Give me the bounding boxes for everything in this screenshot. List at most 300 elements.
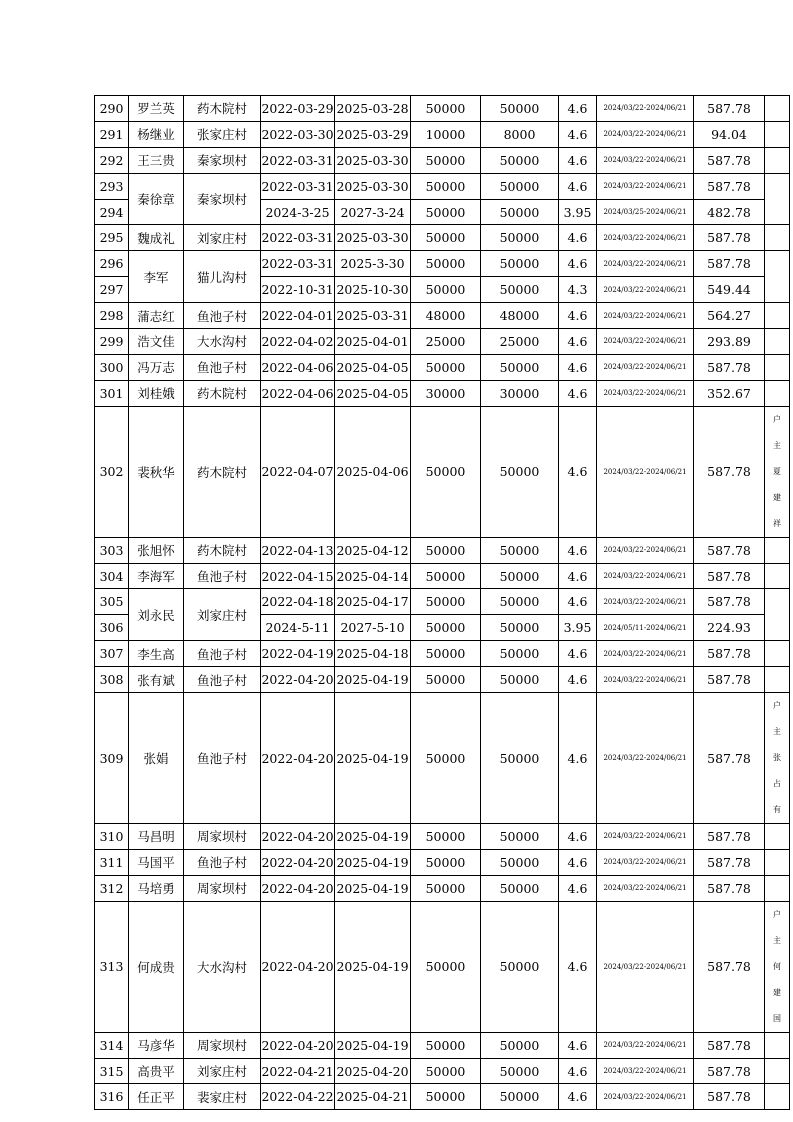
cell-loan-balance: 50000: [481, 199, 559, 225]
cell-interest-amount: 587.78: [694, 589, 765, 615]
cell-loan-amount: 50000: [411, 901, 481, 1032]
cell-interest-amount: 587.78: [694, 1084, 765, 1110]
cell-village: 鱼池子村: [184, 849, 261, 875]
cell-loan-amount: 50000: [411, 875, 481, 901]
cell-row-number: 313: [95, 901, 129, 1032]
cell-interest-rate: 3.95: [559, 199, 597, 225]
cell-loan-amount: 50000: [411, 1058, 481, 1084]
cell-loan-end-date: 2025-04-19: [335, 901, 411, 1032]
cell-loan-amount: 50000: [411, 1032, 481, 1058]
cell-loan-balance: 48000: [481, 303, 559, 329]
cell-interest-period: 2024/03/22-2024/06/21: [597, 875, 694, 901]
table-row: [95, 1084, 790, 1110]
cell-village: 鱼池子村: [184, 563, 261, 589]
cell-borrower-name: 蒲志红: [129, 303, 184, 329]
cell-remark: [765, 225, 790, 251]
cell-remark: [765, 173, 790, 225]
cell-loan-start-date: 2022-04-18: [261, 589, 335, 615]
table-row: [95, 96, 790, 122]
table-row: [95, 901, 790, 1032]
cell-loan-start-date: 2022-10-31: [261, 277, 335, 303]
cell-loan-end-date: 2025-04-20: [335, 1058, 411, 1084]
table-row: [95, 667, 790, 693]
cell-row-number: 312: [95, 875, 129, 901]
cell-loan-amount: 48000: [411, 303, 481, 329]
cell-interest-rate: 4.6: [559, 225, 597, 251]
cell-borrower-name: 马培勇: [129, 875, 184, 901]
cell-interest-amount: 549.44: [694, 277, 765, 303]
cell-village: 猫儿沟村: [184, 251, 261, 303]
cell-interest-rate: 3.95: [559, 615, 597, 641]
cell-loan-end-date: 2025-10-30: [335, 277, 411, 303]
cell-loan-balance: 50000: [481, 849, 559, 875]
cell-remark: [765, 875, 790, 901]
cell-interest-amount: 587.78: [694, 641, 765, 667]
cell-borrower-name: 王三贵: [129, 147, 184, 173]
cell-village: 鱼池子村: [184, 693, 261, 824]
cell-interest-rate: 4.6: [559, 251, 597, 277]
cell-village: 大水沟村: [184, 329, 261, 355]
cell-interest-rate: 4.6: [559, 380, 597, 406]
cell-row-number: 296: [95, 251, 129, 277]
cell-loan-start-date: 2022-04-20: [261, 901, 335, 1032]
cell-borrower-name: 冯万志: [129, 354, 184, 380]
cell-interest-period: 2024/03/22-2024/06/21: [597, 329, 694, 355]
cell-interest-rate: 4.6: [559, 329, 597, 355]
cell-loan-balance: 8000: [481, 121, 559, 147]
cell-loan-end-date: 2025-04-18: [335, 641, 411, 667]
cell-borrower-name: 浩文佳: [129, 329, 184, 355]
cell-loan-amount: 50000: [411, 406, 481, 537]
cell-interest-period: 2024/03/22-2024/06/21: [597, 589, 694, 615]
table-row: [95, 693, 790, 824]
cell-loan-balance: 50000: [481, 354, 559, 380]
cell-loan-amount: 50000: [411, 641, 481, 667]
cell-loan-balance: 50000: [481, 406, 559, 537]
cell-loan-start-date: 2022-03-31: [261, 147, 335, 173]
table-row: [95, 121, 790, 147]
cell-loan-balance: 50000: [481, 875, 559, 901]
table-row: [95, 589, 790, 615]
cell-village: 周家坝村: [184, 1032, 261, 1058]
cell-loan-balance: 50000: [481, 824, 559, 850]
cell-interest-amount: 587.78: [694, 1058, 765, 1084]
cell-loan-balance: 50000: [481, 277, 559, 303]
cell-interest-period: 2024/03/22-2024/06/21: [597, 693, 694, 824]
cell-loan-amount: 10000: [411, 121, 481, 147]
cell-row-number: 303: [95, 537, 129, 563]
cell-remark: [765, 251, 790, 303]
cell-interest-period: 2024/03/22-2024/06/21: [597, 849, 694, 875]
table-row: [95, 824, 790, 850]
cell-loan-end-date: 2025-03-28: [335, 96, 411, 122]
cell-interest-period: 2024/05/11-2024/06/21: [597, 615, 694, 641]
cell-interest-period: 2024/03/22-2024/06/21: [597, 173, 694, 199]
cell-loan-amount: 30000: [411, 380, 481, 406]
cell-interest-amount: 587.78: [694, 693, 765, 824]
cell-interest-rate: 4.6: [559, 147, 597, 173]
cell-interest-period: 2024/03/22-2024/06/21: [597, 1084, 694, 1110]
cell-loan-start-date: 2022-04-20: [261, 875, 335, 901]
cell-village: 药木院村: [184, 96, 261, 122]
cell-loan-start-date: 2024-3-25: [261, 199, 335, 225]
cell-village: 鱼池子村: [184, 641, 261, 667]
table-row: [95, 147, 790, 173]
table-row: [95, 329, 790, 355]
table-row: [95, 1032, 790, 1058]
table-row: [95, 1058, 790, 1084]
cell-interest-period: 2024/03/22-2024/06/21: [597, 901, 694, 1032]
cell-loan-amount: 50000: [411, 615, 481, 641]
cell-row-number: 295: [95, 225, 129, 251]
cell-loan-end-date: 2025-04-06: [335, 406, 411, 537]
cell-interest-rate: 4.6: [559, 667, 597, 693]
cell-borrower-name: 罗兰英: [129, 96, 184, 122]
cell-remark: 户主何建国: [765, 901, 790, 1032]
cell-row-number: 291: [95, 121, 129, 147]
cell-row-number: 294: [95, 199, 129, 225]
cell-loan-balance: 50000: [481, 225, 559, 251]
cell-interest-amount: 587.78: [694, 901, 765, 1032]
cell-interest-rate: 4.6: [559, 354, 597, 380]
cell-interest-amount: 587.78: [694, 667, 765, 693]
cell-borrower-name: 张旭怀: [129, 537, 184, 563]
cell-interest-period: 2024/03/22-2024/06/21: [597, 563, 694, 589]
cell-loan-end-date: 2025-04-19: [335, 693, 411, 824]
cell-loan-balance: 50000: [481, 901, 559, 1032]
cell-interest-rate: 4.6: [559, 589, 597, 615]
cell-interest-rate: 4.6: [559, 849, 597, 875]
cell-row-number: 307: [95, 641, 129, 667]
cell-loan-end-date: 2025-03-30: [335, 147, 411, 173]
cell-loan-balance: 30000: [481, 380, 559, 406]
cell-interest-amount: 587.78: [694, 824, 765, 850]
cell-interest-rate: 4.6: [559, 901, 597, 1032]
cell-loan-balance: 50000: [481, 667, 559, 693]
cell-loan-start-date: 2022-04-21: [261, 1058, 335, 1084]
cell-interest-period: 2024/03/22-2024/06/21: [597, 380, 694, 406]
cell-loan-amount: 50000: [411, 849, 481, 875]
cell-village: 鱼池子村: [184, 354, 261, 380]
cell-loan-balance: 50000: [481, 147, 559, 173]
cell-borrower-name: 马国平: [129, 849, 184, 875]
cell-interest-period: 2024/03/22-2024/06/21: [597, 667, 694, 693]
cell-remark: [765, 329, 790, 355]
cell-village: 药木院村: [184, 380, 261, 406]
cell-interest-amount: 587.78: [694, 251, 765, 277]
cell-loan-start-date: 2022-04-13: [261, 537, 335, 563]
cell-loan-balance: 50000: [481, 615, 559, 641]
cell-loan-amount: 50000: [411, 354, 481, 380]
cell-loan-amount: 50000: [411, 693, 481, 824]
cell-loan-start-date: 2022-03-31: [261, 173, 335, 199]
cell-loan-amount: 50000: [411, 225, 481, 251]
cell-row-number: 315: [95, 1058, 129, 1084]
cell-loan-start-date: 2022-04-06: [261, 354, 335, 380]
cell-borrower-name: 张有斌: [129, 667, 184, 693]
cell-interest-period: 2024/03/22-2024/06/21: [597, 303, 694, 329]
cell-loan-start-date: 2022-04-20: [261, 1032, 335, 1058]
cell-loan-end-date: 2025-04-14: [335, 563, 411, 589]
cell-loan-balance: 50000: [481, 251, 559, 277]
cell-loan-end-date: 2027-5-10: [335, 615, 411, 641]
cell-loan-amount: 50000: [411, 147, 481, 173]
cell-interest-period: 2024/03/22-2024/06/21: [597, 96, 694, 122]
cell-loan-amount: 50000: [411, 199, 481, 225]
cell-row-number: 310: [95, 824, 129, 850]
cell-borrower-name: 马彦华: [129, 1032, 184, 1058]
cell-remark: [765, 121, 790, 147]
cell-loan-amount: 50000: [411, 173, 481, 199]
cell-interest-amount: 587.78: [694, 354, 765, 380]
cell-interest-period: 2024/03/22-2024/06/21: [597, 641, 694, 667]
cell-interest-rate: 4.6: [559, 563, 597, 589]
cell-village: 裴家庄村: [184, 1084, 261, 1110]
cell-interest-amount: 587.78: [694, 875, 765, 901]
cell-borrower-name: 李海军: [129, 563, 184, 589]
cell-loan-amount: 50000: [411, 277, 481, 303]
cell-row-number: 305: [95, 589, 129, 615]
cell-interest-amount: 293.89: [694, 329, 765, 355]
cell-interest-amount: 352.67: [694, 380, 765, 406]
table-row: [95, 406, 790, 537]
cell-loan-start-date: 2022-04-07: [261, 406, 335, 537]
cell-interest-amount: 587.78: [694, 406, 765, 537]
cell-loan-end-date: 2025-03-29: [335, 121, 411, 147]
cell-village: 大水沟村: [184, 901, 261, 1032]
cell-row-number: 301: [95, 380, 129, 406]
cell-loan-balance: 50000: [481, 173, 559, 199]
cell-borrower-name: 高贵平: [129, 1058, 184, 1084]
cell-village: 药木院村: [184, 537, 261, 563]
cell-loan-end-date: 2025-03-31: [335, 303, 411, 329]
cell-loan-start-date: 2022-04-20: [261, 693, 335, 824]
cell-loan-end-date: 2025-04-05: [335, 380, 411, 406]
cell-interest-rate: 4.6: [559, 875, 597, 901]
cell-remark: [765, 1084, 790, 1110]
cell-village: 秦家坝村: [184, 147, 261, 173]
cell-village: 周家坝村: [184, 875, 261, 901]
cell-loan-amount: 50000: [411, 251, 481, 277]
cell-loan-start-date: 2022-04-02: [261, 329, 335, 355]
cell-remark: [765, 849, 790, 875]
cell-remark: [765, 589, 790, 641]
cell-loan-start-date: 2022-04-20: [261, 667, 335, 693]
cell-borrower-name: 刘永民: [129, 589, 184, 641]
cell-remark: [765, 824, 790, 850]
cell-interest-rate: 4.6: [559, 303, 597, 329]
cell-loan-balance: 50000: [481, 563, 559, 589]
cell-remark: [765, 380, 790, 406]
table-row: [95, 849, 790, 875]
cell-interest-rate: 4.6: [559, 96, 597, 122]
cell-interest-period: 2024/03/22-2024/06/21: [597, 1032, 694, 1058]
cell-loan-balance: 50000: [481, 589, 559, 615]
table-row: [95, 225, 790, 251]
cell-loan-start-date: 2022-04-19: [261, 641, 335, 667]
cell-loan-amount: 50000: [411, 589, 481, 615]
cell-remark: [765, 303, 790, 329]
cell-loan-end-date: 2025-3-30: [335, 251, 411, 277]
cell-interest-period: 2024/03/22-2024/06/21: [597, 251, 694, 277]
cell-interest-rate: 4.6: [559, 121, 597, 147]
cell-borrower-name: 李生高: [129, 641, 184, 667]
cell-borrower-name: 马昌明: [129, 824, 184, 850]
cell-row-number: 292: [95, 147, 129, 173]
cell-loan-amount: 50000: [411, 537, 481, 563]
cell-remark: [765, 1032, 790, 1058]
table-row: [95, 303, 790, 329]
cell-remark: [765, 667, 790, 693]
cell-loan-balance: 50000: [481, 641, 559, 667]
table-row: [95, 641, 790, 667]
cell-borrower-name: 何成贵: [129, 901, 184, 1032]
cell-interest-period: 2024/03/22-2024/06/21: [597, 354, 694, 380]
cell-village: 药木院村: [184, 406, 261, 537]
cell-interest-period: 2024/03/22-2024/06/21: [597, 824, 694, 850]
cell-loan-end-date: 2025-04-19: [335, 1032, 411, 1058]
cell-loan-end-date: 2025-04-19: [335, 667, 411, 693]
cell-interest-rate: 4.6: [559, 1032, 597, 1058]
cell-interest-rate: 4.6: [559, 173, 597, 199]
cell-interest-rate: 4.6: [559, 1058, 597, 1084]
cell-loan-end-date: 2025-04-05: [335, 354, 411, 380]
cell-loan-end-date: 2025-04-19: [335, 875, 411, 901]
cell-loan-end-date: 2025-04-17: [335, 589, 411, 615]
cell-row-number: 298: [95, 303, 129, 329]
cell-loan-amount: 50000: [411, 96, 481, 122]
cell-loan-start-date: 2022-04-22: [261, 1084, 335, 1110]
cell-loan-end-date: 2025-03-30: [335, 173, 411, 199]
cell-row-number: 311: [95, 849, 129, 875]
loan-table: [94, 95, 790, 1110]
cell-interest-period: 2024/03/22-2024/06/21: [597, 406, 694, 537]
cell-loan-amount: 50000: [411, 824, 481, 850]
cell-borrower-name: 刘桂娥: [129, 380, 184, 406]
cell-loan-start-date: 2022-04-15: [261, 563, 335, 589]
cell-borrower-name: 李军: [129, 251, 184, 303]
table-row: [95, 251, 790, 277]
cell-row-number: 290: [95, 96, 129, 122]
cell-interest-period: 2024/03/22-2024/06/21: [597, 121, 694, 147]
cell-row-number: 309: [95, 693, 129, 824]
cell-interest-period: 2024/03/22-2024/06/21: [597, 225, 694, 251]
cell-loan-amount: 25000: [411, 329, 481, 355]
cell-interest-period: 2024/03/22-2024/06/21: [597, 277, 694, 303]
table-row: [95, 354, 790, 380]
cell-loan-balance: 25000: [481, 329, 559, 355]
table-row: [95, 875, 790, 901]
cell-loan-start-date: 2024-5-11: [261, 615, 335, 641]
cell-row-number: 308: [95, 667, 129, 693]
cell-interest-amount: 587.78: [694, 1032, 765, 1058]
cell-interest-amount: 224.93: [694, 615, 765, 641]
cell-interest-rate: 4.3: [559, 277, 597, 303]
cell-borrower-name: 秦徐章: [129, 173, 184, 225]
cell-village: 鱼池子村: [184, 667, 261, 693]
cell-loan-balance: 50000: [481, 1084, 559, 1110]
cell-interest-rate: 4.6: [559, 1084, 597, 1110]
cell-remark: 户主夏建祥: [765, 406, 790, 537]
cell-remark: [765, 147, 790, 173]
cell-row-number: 300: [95, 354, 129, 380]
cell-row-number: 293: [95, 173, 129, 199]
cell-loan-balance: 50000: [481, 537, 559, 563]
cell-remark: [765, 354, 790, 380]
cell-village: 刘家庄村: [184, 589, 261, 641]
cell-village: 刘家庄村: [184, 1058, 261, 1084]
cell-row-number: 314: [95, 1032, 129, 1058]
cell-loan-start-date: 2022-04-20: [261, 849, 335, 875]
cell-loan-start-date: 2022-03-31: [261, 225, 335, 251]
cell-loan-end-date: 2025-04-21: [335, 1084, 411, 1110]
cell-borrower-name: 魏成礼: [129, 225, 184, 251]
cell-borrower-name: 裴秋华: [129, 406, 184, 537]
cell-row-number: 316: [95, 1084, 129, 1110]
cell-row-number: 306: [95, 615, 129, 641]
cell-interest-amount: 587.78: [694, 96, 765, 122]
cell-loan-end-date: 2025-03-30: [335, 225, 411, 251]
cell-loan-start-date: 2022-03-31: [261, 251, 335, 277]
cell-loan-balance: 50000: [481, 1058, 559, 1084]
cell-interest-amount: 587.78: [694, 173, 765, 199]
cell-interest-rate: 4.6: [559, 537, 597, 563]
cell-row-number: 297: [95, 277, 129, 303]
table-row: [95, 537, 790, 563]
cell-loan-amount: 50000: [411, 667, 481, 693]
cell-interest-amount: 482.78: [694, 199, 765, 225]
cell-loan-start-date: 2022-04-01: [261, 303, 335, 329]
cell-interest-amount: 587.78: [694, 537, 765, 563]
cell-interest-amount: 94.04: [694, 121, 765, 147]
cell-remark: [765, 537, 790, 563]
cell-village: 张家庄村: [184, 121, 261, 147]
cell-remark: 户主张占有: [765, 693, 790, 824]
cell-interest-period: 2024/03/22-2024/06/21: [597, 1058, 694, 1084]
cell-row-number: 302: [95, 406, 129, 537]
cell-interest-rate: 4.6: [559, 824, 597, 850]
cell-remark: [765, 96, 790, 122]
cell-loan-balance: 50000: [481, 1032, 559, 1058]
cell-interest-period: 2024/03/22-2024/06/21: [597, 537, 694, 563]
cell-loan-amount: 50000: [411, 1084, 481, 1110]
cell-loan-end-date: 2025-04-01: [335, 329, 411, 355]
cell-borrower-name: 张娟: [129, 693, 184, 824]
loan-table-body: [95, 96, 790, 1110]
cell-interest-rate: 4.6: [559, 693, 597, 824]
cell-village: 刘家庄村: [184, 225, 261, 251]
cell-village: 鱼池子村: [184, 303, 261, 329]
cell-loan-end-date: 2025-04-19: [335, 849, 411, 875]
cell-borrower-name: 杨继业: [129, 121, 184, 147]
cell-loan-start-date: 2022-04-06: [261, 380, 335, 406]
cell-loan-balance: 50000: [481, 693, 559, 824]
table-row: [95, 563, 790, 589]
cell-remark: [765, 563, 790, 589]
cell-loan-start-date: 2022-03-29: [261, 96, 335, 122]
cell-interest-amount: 587.78: [694, 225, 765, 251]
cell-row-number: 299: [95, 329, 129, 355]
cell-village: 秦家坝村: [184, 173, 261, 225]
cell-interest-amount: 564.27: [694, 303, 765, 329]
cell-loan-end-date: 2025-04-19: [335, 824, 411, 850]
cell-interest-amount: 587.78: [694, 147, 765, 173]
table-row: [95, 380, 790, 406]
cell-interest-rate: 4.6: [559, 406, 597, 537]
cell-interest-rate: 4.6: [559, 641, 597, 667]
cell-interest-amount: 587.78: [694, 563, 765, 589]
cell-village: 周家坝村: [184, 824, 261, 850]
